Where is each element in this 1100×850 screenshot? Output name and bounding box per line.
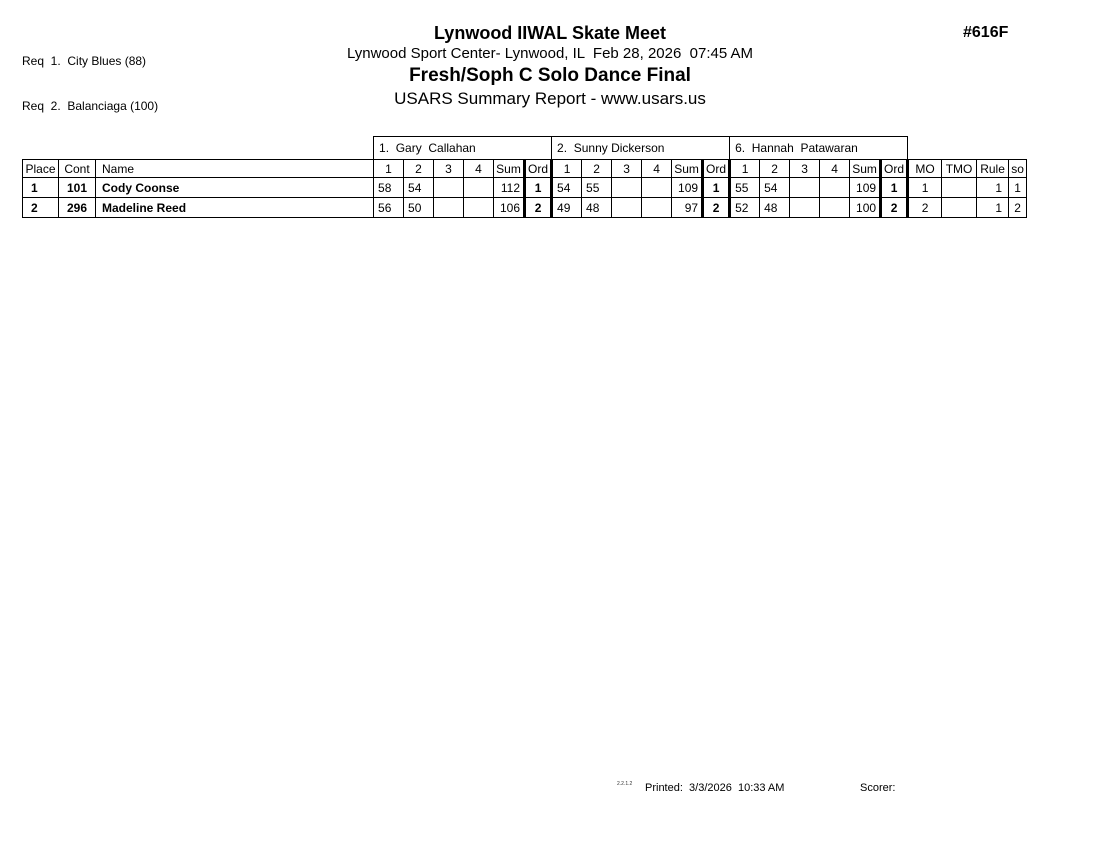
col-ord: Ord [703, 160, 730, 178]
table-row [23, 198, 1027, 218]
skater-name-cell: Cody Coonse [96, 178, 374, 198]
judge2-sum-cell: 97 [672, 198, 703, 218]
judge2-ordinal-cell: 2 [703, 198, 730, 218]
col-trial: 1 [552, 160, 582, 178]
judge2-score-cell [642, 198, 672, 218]
judge3-score-cell [790, 198, 820, 218]
place-cell: 2 [23, 198, 59, 218]
judge1-score-cell: 50 [404, 198, 434, 218]
col-ord: Ord [525, 160, 552, 178]
tmo-cell [942, 178, 977, 198]
rule-cell: 1 [977, 178, 1009, 198]
so-cell: 1 [1009, 178, 1027, 198]
col-trial: 4 [820, 160, 850, 178]
col-sum: Sum [672, 160, 703, 178]
judge1-score-cell [434, 178, 464, 198]
results-table [22, 136, 1027, 218]
judge2-score-cell [612, 178, 642, 198]
judge2-ordinal-cell: 1 [703, 178, 730, 198]
judge-2-name: 2. Sunny Dickerson [552, 137, 730, 160]
judge3-score-cell [790, 178, 820, 198]
contestant-number-cell: 296 [59, 198, 96, 218]
judge3-score-cell [820, 178, 850, 198]
col-tmo: TMO [942, 160, 977, 178]
judge3-score-cell: 48 [760, 198, 790, 218]
rule-cell: 1 [977, 198, 1009, 218]
req-line-2: Req 2. Balanciaga (100) [22, 99, 159, 113]
judge3-score-cell: 55 [730, 178, 760, 198]
table-row [23, 178, 1027, 198]
col-sum: Sum [494, 160, 525, 178]
report-type-line: USARS Summary Report - www.usars.us [394, 89, 706, 108]
judge3-ordinal-cell: 1 [881, 178, 908, 198]
judge1-sum-cell: 106 [494, 198, 525, 218]
col-trial: 4 [642, 160, 672, 178]
judge-row-spacer-left [23, 137, 374, 160]
skater-name-cell: Madeline Reed [96, 198, 374, 218]
judge2-score-cell: 55 [582, 178, 612, 198]
mo-cell: 2 [908, 198, 942, 218]
judge1-score-cell: 54 [404, 178, 434, 198]
title-block [0, 22, 1100, 109]
judge-header-row [23, 137, 1027, 160]
col-ord: Ord [881, 160, 908, 178]
so-cell: 2 [1009, 198, 1027, 218]
event-number: #616F [963, 24, 1009, 41]
judge1-ordinal-cell: 1 [525, 178, 552, 198]
judge1-score-cell [434, 198, 464, 218]
col-trial: 3 [790, 160, 820, 178]
judge1-score-cell: 58 [374, 178, 404, 198]
judge3-sum-cell: 109 [850, 178, 881, 198]
col-trial: 1 [730, 160, 760, 178]
judge3-ordinal-cell: 2 [881, 198, 908, 218]
judge-row-spacer-right [908, 137, 1027, 160]
judge-1-name: 1. Gary Callahan [374, 137, 552, 160]
req-line-1: Req 1. City Blues (88) [22, 54, 147, 68]
judge1-score-cell [464, 198, 494, 218]
col-trial: 3 [434, 160, 464, 178]
contestant-number-cell: 101 [59, 178, 96, 198]
col-trial: 2 [404, 160, 434, 178]
event-title: Fresh/Soph C Solo Dance Final [409, 65, 691, 86]
meet-title: Lynwood IIWAL Skate Meet [433, 23, 667, 43]
place-cell: 1 [23, 178, 59, 198]
judge1-score-cell: 56 [374, 198, 404, 218]
scorer-label: Scorer: [860, 782, 896, 794]
judge3-score-cell: 54 [760, 178, 790, 198]
col-so: so [1009, 160, 1027, 178]
col-trial: 4 [464, 160, 494, 178]
software-version: 2.2.1.2 [617, 781, 633, 787]
col-trial: 2 [582, 160, 612, 178]
col-rule: Rule [977, 160, 1009, 178]
judge1-ordinal-cell: 2 [525, 198, 552, 218]
col-mo: MO [908, 160, 942, 178]
venue-date-line: Lynwood Sport Center- Lynwood, IL Feb 28, 2026 07:45 AM [346, 45, 754, 62]
judge2-sum-cell: 109 [672, 178, 703, 198]
col-name: Name [96, 160, 374, 178]
column-header-row [23, 160, 1027, 178]
judge2-score-cell: 54 [552, 178, 582, 198]
col-trial: 2 [760, 160, 790, 178]
judge3-score-cell: 52 [730, 198, 760, 218]
col-place: Place [23, 160, 59, 178]
judge2-score-cell: 48 [582, 198, 612, 218]
col-sum: Sum [850, 160, 881, 178]
col-cont: Cont [59, 160, 96, 178]
judge2-score-cell [642, 178, 672, 198]
judge3-sum-cell: 100 [850, 198, 881, 218]
judge2-score-cell: 49 [552, 198, 582, 218]
judge3-score-cell [820, 198, 850, 218]
col-trial: 1 [374, 160, 404, 178]
mo-cell: 1 [908, 178, 942, 198]
col-trial: 3 [612, 160, 642, 178]
printed-timestamp: Printed: 3/3/2026 10:33 AM [645, 782, 785, 794]
judge-3-name: 6. Hannah Patawaran [730, 137, 908, 160]
tmo-cell [942, 198, 977, 218]
judge1-score-cell [464, 178, 494, 198]
judge1-sum-cell: 112 [494, 178, 525, 198]
judge2-score-cell [612, 198, 642, 218]
